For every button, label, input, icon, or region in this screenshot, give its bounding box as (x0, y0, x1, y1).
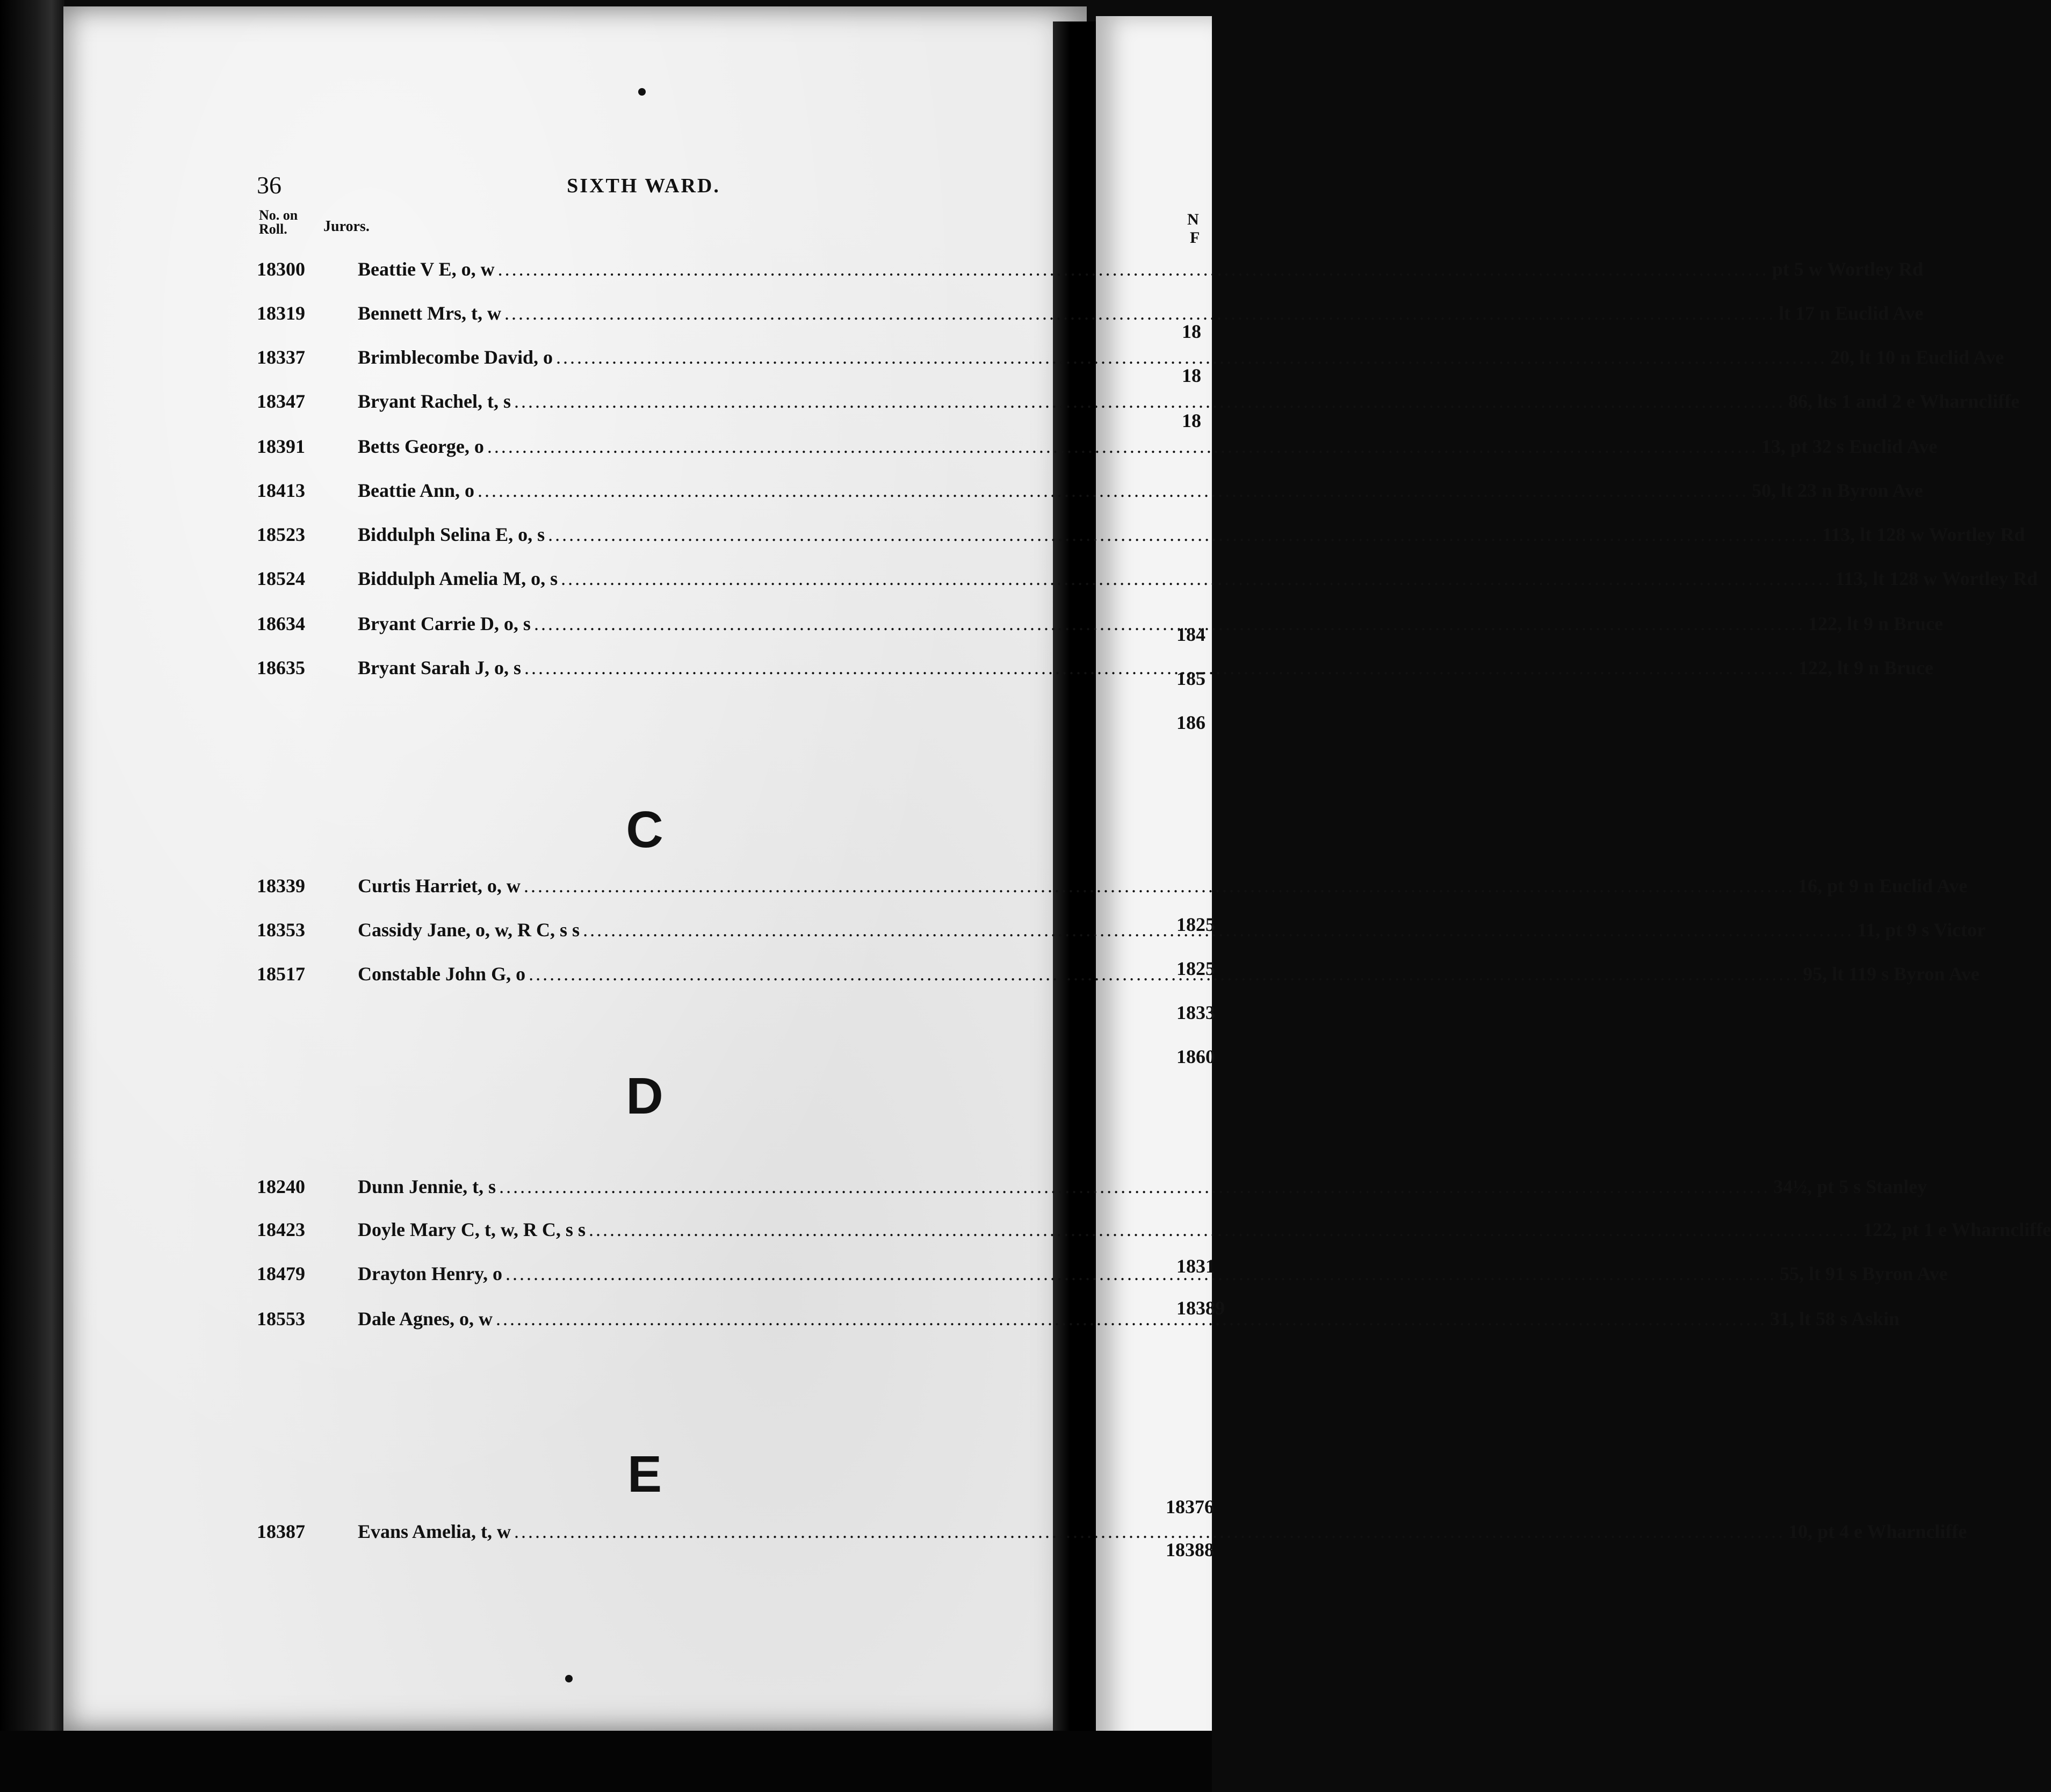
dot-leader (534, 610, 1805, 637)
juror-address: 31, lt 58 s Askin (1770, 1308, 1900, 1329)
roll-number: 18347 (257, 391, 305, 412)
adjacent-fragment: 1833 (1176, 1002, 1215, 1023)
roll-number: 18300 (257, 258, 305, 280)
juror-name: Curtis Harriet, o, w (358, 875, 521, 897)
dot-leader (548, 521, 1819, 548)
adjacent-fragment: 1860 (1176, 1046, 1215, 1067)
roll-number: 18553 (257, 1308, 305, 1329)
adjacent-fragment: 18 (1182, 365, 1201, 386)
juror-entry (257, 521, 2025, 548)
juror-address: 113, lt 128 w Wortley Rd (1835, 568, 2038, 589)
dot-leader (505, 1260, 1776, 1287)
adjacent-fragment: 184 (1176, 624, 1205, 645)
dot-leader (556, 344, 1827, 371)
dot-leader (478, 477, 1749, 504)
roll-number: 18391 (257, 436, 305, 457)
section-letter: C (626, 801, 663, 858)
adjacent-fragment: 186 (1176, 712, 1205, 733)
juror-name: Brimblecombe David, o (358, 346, 553, 368)
adjacent-fragment: 1825 (1176, 958, 1215, 979)
juror-address: 55, lt 91 s Byron Ave (1779, 1263, 1948, 1284)
juror-name: Bennett Mrs, t, w (358, 302, 501, 324)
roll-number: 18337 (257, 346, 305, 368)
adjacent-fragment: 1831 (1176, 1255, 1215, 1277)
roll-number: 18413 (257, 480, 305, 501)
dot-leader (487, 433, 1758, 460)
juror-entry (257, 477, 1923, 504)
juror-entry (257, 1216, 2051, 1243)
juror-address: 113, lt 128 w Wortley Rd (1822, 524, 2025, 545)
page-title: SIXTH WARD. (567, 175, 720, 197)
adjacent-fragment: 18376 (1166, 1496, 1214, 1518)
juror-address: lt 17 n Euclid Ave (1778, 302, 1924, 324)
juror-entry (257, 388, 2020, 415)
roll-number: 18517 (257, 963, 305, 985)
juror-name: Bryant Carrie D, o, s (358, 613, 531, 634)
dot-leader (524, 654, 1795, 681)
juror-name: Constable John G, o (358, 963, 526, 985)
juror-name: Beattie Ann, o (358, 480, 475, 501)
juror-name: Evans Amelia, t, w (358, 1521, 511, 1542)
roll-number: 18319 (257, 302, 305, 324)
page-number: 36 (257, 171, 281, 199)
roll-number: 18240 (257, 1176, 305, 1197)
adjacent-fragment: F (1190, 229, 1200, 247)
roll-number: 18353 (257, 919, 305, 941)
juror-address: 122, lt 9 n Bruce (1799, 657, 1934, 678)
adjacent-fragment: 18388 (1166, 1539, 1214, 1560)
juror-name: Drayton Henry, o (358, 1263, 502, 1284)
adjacent-fragment: 185 (1176, 668, 1205, 689)
section-letter: E (627, 1446, 662, 1503)
adjacent-fragment: 1825 (1176, 914, 1215, 935)
page-header (257, 171, 1030, 203)
juror-name: Cassidy Jane, o, w, R C, s s (358, 919, 580, 941)
ink-dot (565, 1675, 573, 1682)
roll-number: 18634 (257, 613, 305, 634)
juror-name: Beattie V E, o, w (358, 258, 495, 280)
juror-address: 122, lt 9 n Bruce (1808, 613, 1943, 634)
juror-name: Dunn Jennie, t, s (358, 1176, 496, 1197)
adjacent-fragment: 18389 (1176, 1297, 1225, 1319)
dot-leader (498, 256, 1769, 283)
dot-leader (524, 872, 1795, 899)
dot-leader (529, 960, 1800, 987)
section-letter: D (626, 1067, 663, 1125)
juror-entry (257, 344, 2004, 371)
dot-leader (499, 1173, 1770, 1200)
juror-entry (257, 256, 1923, 283)
juror-address: 20, lt 10 n Euclid Ave (1830, 346, 2004, 368)
juror-address: 122, pt 1 e Wharncliffe (1862, 1219, 2051, 1240)
juror-name: Dale Agnes, o, w (358, 1308, 493, 1329)
juror-address: pt 5 w Wortley Rd (1772, 258, 1923, 280)
juror-name: Bryant Sarah J, o, s (358, 657, 522, 678)
ink-dot (638, 88, 646, 96)
dot-leader (514, 388, 1785, 415)
roll-number: 18523 (257, 524, 305, 545)
juror-address: 10, pt 4 e Wharncliffe (1788, 1521, 1967, 1542)
juror-entry (257, 565, 2038, 592)
roll-number: 18387 (257, 1521, 305, 1542)
dot-leader (514, 1518, 1785, 1545)
juror-name: Bryant Rachel, t, s (358, 391, 511, 412)
jurors-column-header: Jurors. (323, 218, 370, 235)
adjacent-fragment: 18 (1182, 321, 1201, 342)
juror-address: 13, pt 32 s Euclid Ave (1761, 436, 1938, 457)
dot-leader (504, 300, 1775, 327)
adjacent-fragment: 18 (1182, 410, 1201, 431)
juror-name: Doyle Mary C, t, w, R C, s s (358, 1219, 586, 1240)
juror-address: 16, pt 9 n Euclid Ave (1797, 875, 1968, 897)
juror-address: 11, pt 9 s Victor (1857, 919, 1986, 941)
roll-number: 18339 (257, 875, 305, 897)
juror-entry (257, 433, 1938, 460)
juror-address: 50, lt 23 n Byron Ave (1752, 480, 1923, 501)
juror-name: Betts George, o (358, 436, 484, 457)
adjacent-fragment: N (1187, 211, 1199, 228)
scan-bottom-edge (0, 1731, 1212, 1792)
roll-column-header: No. on Roll. (259, 207, 298, 237)
roll-number: 18423 (257, 1219, 305, 1240)
juror-entry (257, 300, 1924, 327)
roll-number: 18524 (257, 568, 305, 589)
dot-leader (496, 1305, 1767, 1332)
juror-entry (257, 872, 1968, 899)
roll-number: 18635 (257, 657, 305, 678)
juror-address: 34½, pt 5 s Stanley (1773, 1176, 1927, 1197)
dot-leader (561, 565, 1832, 592)
juror-address: 86, lts 1 and 2 e Wharncliffe (1788, 391, 2020, 412)
juror-address: 95, lt 119 s Byron Ave (1803, 963, 1980, 985)
juror-entry (257, 1518, 1967, 1545)
book-binding-left (0, 0, 64, 1792)
dot-leader (583, 916, 1854, 943)
juror-entry (257, 1173, 1927, 1200)
roll-number: 18479 (257, 1263, 305, 1284)
dot-leader (589, 1216, 1860, 1243)
juror-name: Biddulph Amelia M, o, s (358, 568, 558, 589)
juror-name: Biddulph Selina E, o, s (358, 524, 545, 545)
